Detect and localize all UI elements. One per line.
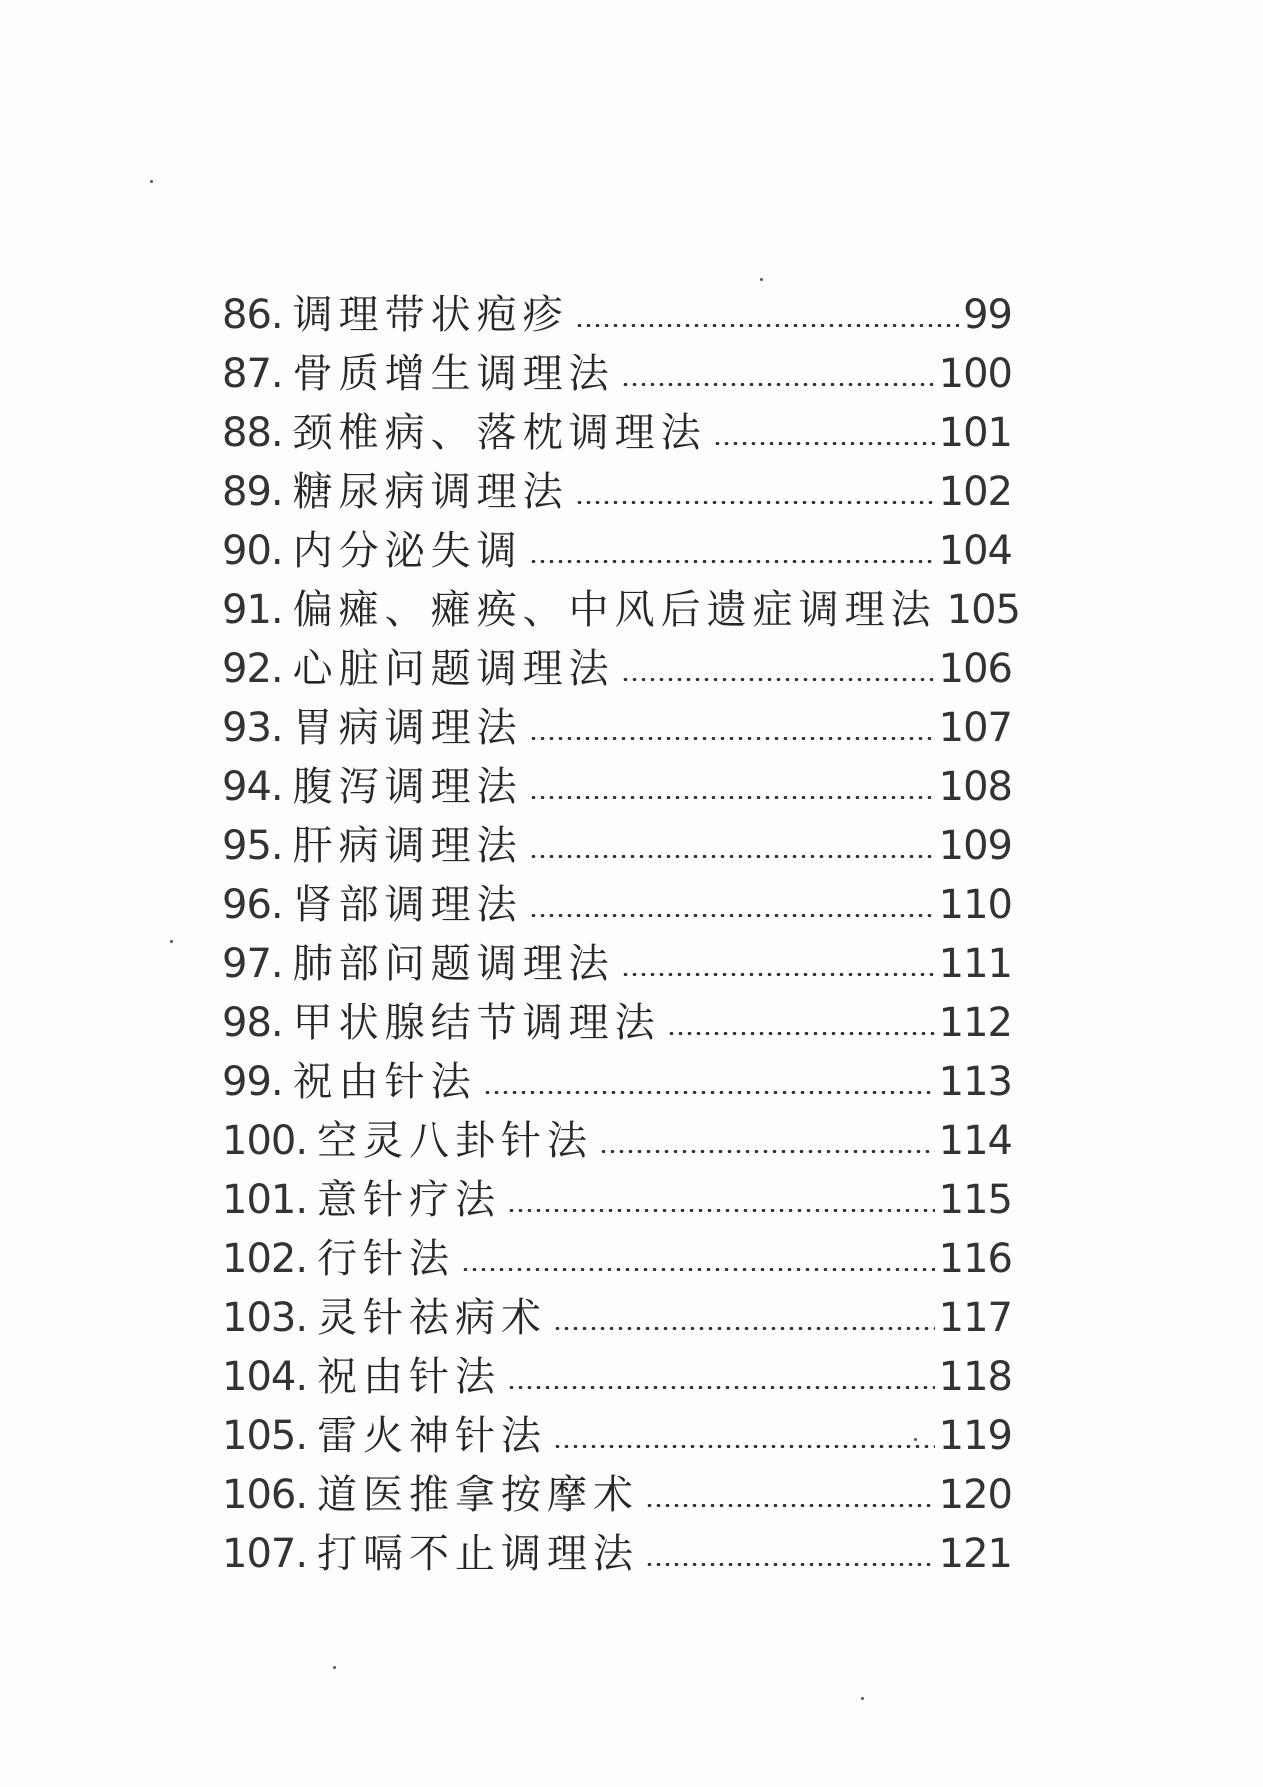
entry-title: 肾部调理法 — [292, 882, 523, 928]
entry-page-number: 107 — [938, 705, 1012, 751]
entry-page-number: 102 — [938, 469, 1012, 515]
entry-page-number: 99 — [963, 292, 1012, 338]
entry-number: 86. — [222, 292, 283, 338]
entry-number: 98. — [222, 1000, 283, 1046]
entry-title: 行针法 — [317, 1236, 456, 1282]
entry-title: 骨质增生调理法 — [292, 351, 615, 397]
entry-title: 腹泻调理法 — [292, 764, 523, 810]
dot-leader — [645, 1504, 935, 1507]
entry-page-number: 108 — [938, 764, 1012, 810]
dot-leader — [621, 678, 935, 681]
dot-leader — [599, 1150, 935, 1153]
entry-page-number: 104 — [938, 528, 1012, 574]
dot-leader — [645, 1563, 935, 1566]
toc-entry — [222, 1230, 1012, 1289]
dot-leader — [529, 737, 935, 740]
entry-title: 心脏问题调理法 — [292, 646, 615, 692]
dot-leader — [621, 383, 935, 386]
entry-number: 106. — [222, 1472, 308, 1518]
scan-speck — [760, 278, 763, 281]
toc-entry — [222, 1466, 1012, 1525]
entry-page-number: 114 — [938, 1118, 1012, 1164]
entry-number: 104. — [222, 1354, 308, 1400]
toc-entry — [222, 1348, 1012, 1407]
entry-number: 105. — [222, 1413, 308, 1459]
entry-page-number: 109 — [938, 823, 1012, 869]
dot-leader — [507, 1386, 935, 1389]
dot-leader — [529, 914, 935, 917]
toc-entry — [222, 522, 1012, 581]
scan-speck — [170, 940, 173, 943]
entry-title: 颈椎病、落枕调理法 — [292, 410, 707, 456]
dot-leader — [461, 1268, 935, 1271]
entry-page-number: 113 — [938, 1059, 1012, 1105]
entry-title: 打嗝不止调理法 — [317, 1531, 640, 1577]
dot-leader — [553, 1327, 935, 1330]
dot-leader — [621, 973, 935, 976]
toc-entry — [222, 286, 1012, 345]
dot-leader — [529, 855, 935, 858]
entry-number: 95. — [222, 823, 283, 869]
toc-entry — [222, 640, 1012, 699]
dot-leader — [507, 1209, 935, 1212]
toc-entry — [222, 876, 1012, 935]
entry-number: 107. — [222, 1531, 308, 1577]
entry-title: 空灵八卦针法 — [317, 1118, 594, 1164]
entry-page-number: 121 — [938, 1531, 1012, 1577]
entry-number: 94. — [222, 764, 283, 810]
entry-page-number: 117 — [938, 1295, 1012, 1341]
dot-leader — [529, 560, 935, 563]
entry-page-number: 101 — [938, 410, 1012, 456]
entry-title: 祝由针法 — [317, 1354, 502, 1400]
toc-entry — [222, 1112, 1012, 1171]
entry-title: 偏瘫、瘫痪、中风后遗症调理法 — [292, 587, 937, 633]
entry-title: 祝由针法 — [292, 1059, 477, 1105]
entry-title: 肝病调理法 — [292, 823, 523, 869]
entry-number: 100. — [222, 1118, 308, 1164]
entry-number: 96. — [222, 882, 283, 928]
dot-leader — [667, 1032, 935, 1035]
toc-entry — [222, 758, 1012, 817]
entry-page-number: 106 — [938, 646, 1012, 692]
entry-page-number: 115 — [938, 1177, 1012, 1223]
scan-speck — [150, 180, 153, 183]
entry-number: 92. — [222, 646, 283, 692]
dot-leader — [529, 796, 935, 799]
dot-leader — [713, 442, 935, 445]
entry-number: 102. — [222, 1236, 308, 1282]
toc-entry — [222, 817, 1012, 876]
toc-entry — [222, 1053, 1012, 1112]
toc-entry — [222, 1171, 1012, 1230]
entry-number: 87. — [222, 351, 283, 397]
entry-number: 90. — [222, 528, 283, 574]
entry-title: 意针疗法 — [317, 1177, 502, 1223]
toc-entry — [222, 1525, 1012, 1584]
toc-entry — [222, 994, 1012, 1053]
toc-entry — [222, 1289, 1012, 1348]
entry-number: 88. — [222, 410, 283, 456]
entry-title: 胃病调理法 — [292, 705, 523, 751]
entry-page-number: 100 — [938, 351, 1012, 397]
entry-title: 调理带状疱疹 — [292, 292, 569, 338]
toc-entry — [222, 404, 1012, 463]
dot-leader — [575, 324, 959, 327]
entry-number: 103. — [222, 1295, 308, 1341]
dot-leader — [483, 1091, 935, 1094]
entry-page-number: 118 — [938, 1354, 1012, 1400]
toc-entry — [222, 935, 1012, 994]
entry-title: 肺部问题调理法 — [292, 941, 615, 987]
entry-number: 91. — [222, 587, 283, 633]
dot-leader — [553, 1445, 935, 1448]
toc-entry — [222, 1407, 1012, 1466]
entry-page-number: 105 — [946, 587, 1020, 633]
entry-number: 101. — [222, 1177, 308, 1223]
toc-entry — [222, 463, 1012, 522]
entry-title: 道医推拿按摩术 — [317, 1472, 640, 1518]
scan-speck — [914, 1438, 917, 1441]
dot-leader — [575, 501, 935, 504]
toc-entry — [222, 699, 1012, 758]
toc-entry — [222, 581, 1020, 640]
entry-number: 99. — [222, 1059, 283, 1105]
entry-page-number: 112 — [938, 1000, 1012, 1046]
toc-entry — [222, 345, 1012, 404]
entry-title: 糖尿病调理法 — [292, 469, 569, 515]
entry-page-number: 111 — [938, 941, 1012, 987]
entry-number: 93. — [222, 705, 283, 751]
entry-page-number: 110 — [938, 882, 1012, 928]
entry-page-number: 119 — [938, 1413, 1012, 1459]
entry-page-number: 116 — [938, 1236, 1012, 1282]
entry-title: 雷火神针法 — [317, 1413, 548, 1459]
entry-page-number: 120 — [938, 1472, 1012, 1518]
scan-speck — [861, 1697, 864, 1700]
entry-number: 89. — [222, 469, 283, 515]
table-of-contents — [222, 286, 1020, 1584]
entry-title: 甲状腺结节调理法 — [292, 1000, 661, 1046]
entry-title: 内分泌失调 — [292, 528, 523, 574]
scan-speck — [333, 1666, 336, 1669]
entry-title: 灵针祛病术 — [317, 1295, 548, 1341]
entry-number: 97. — [222, 941, 283, 987]
